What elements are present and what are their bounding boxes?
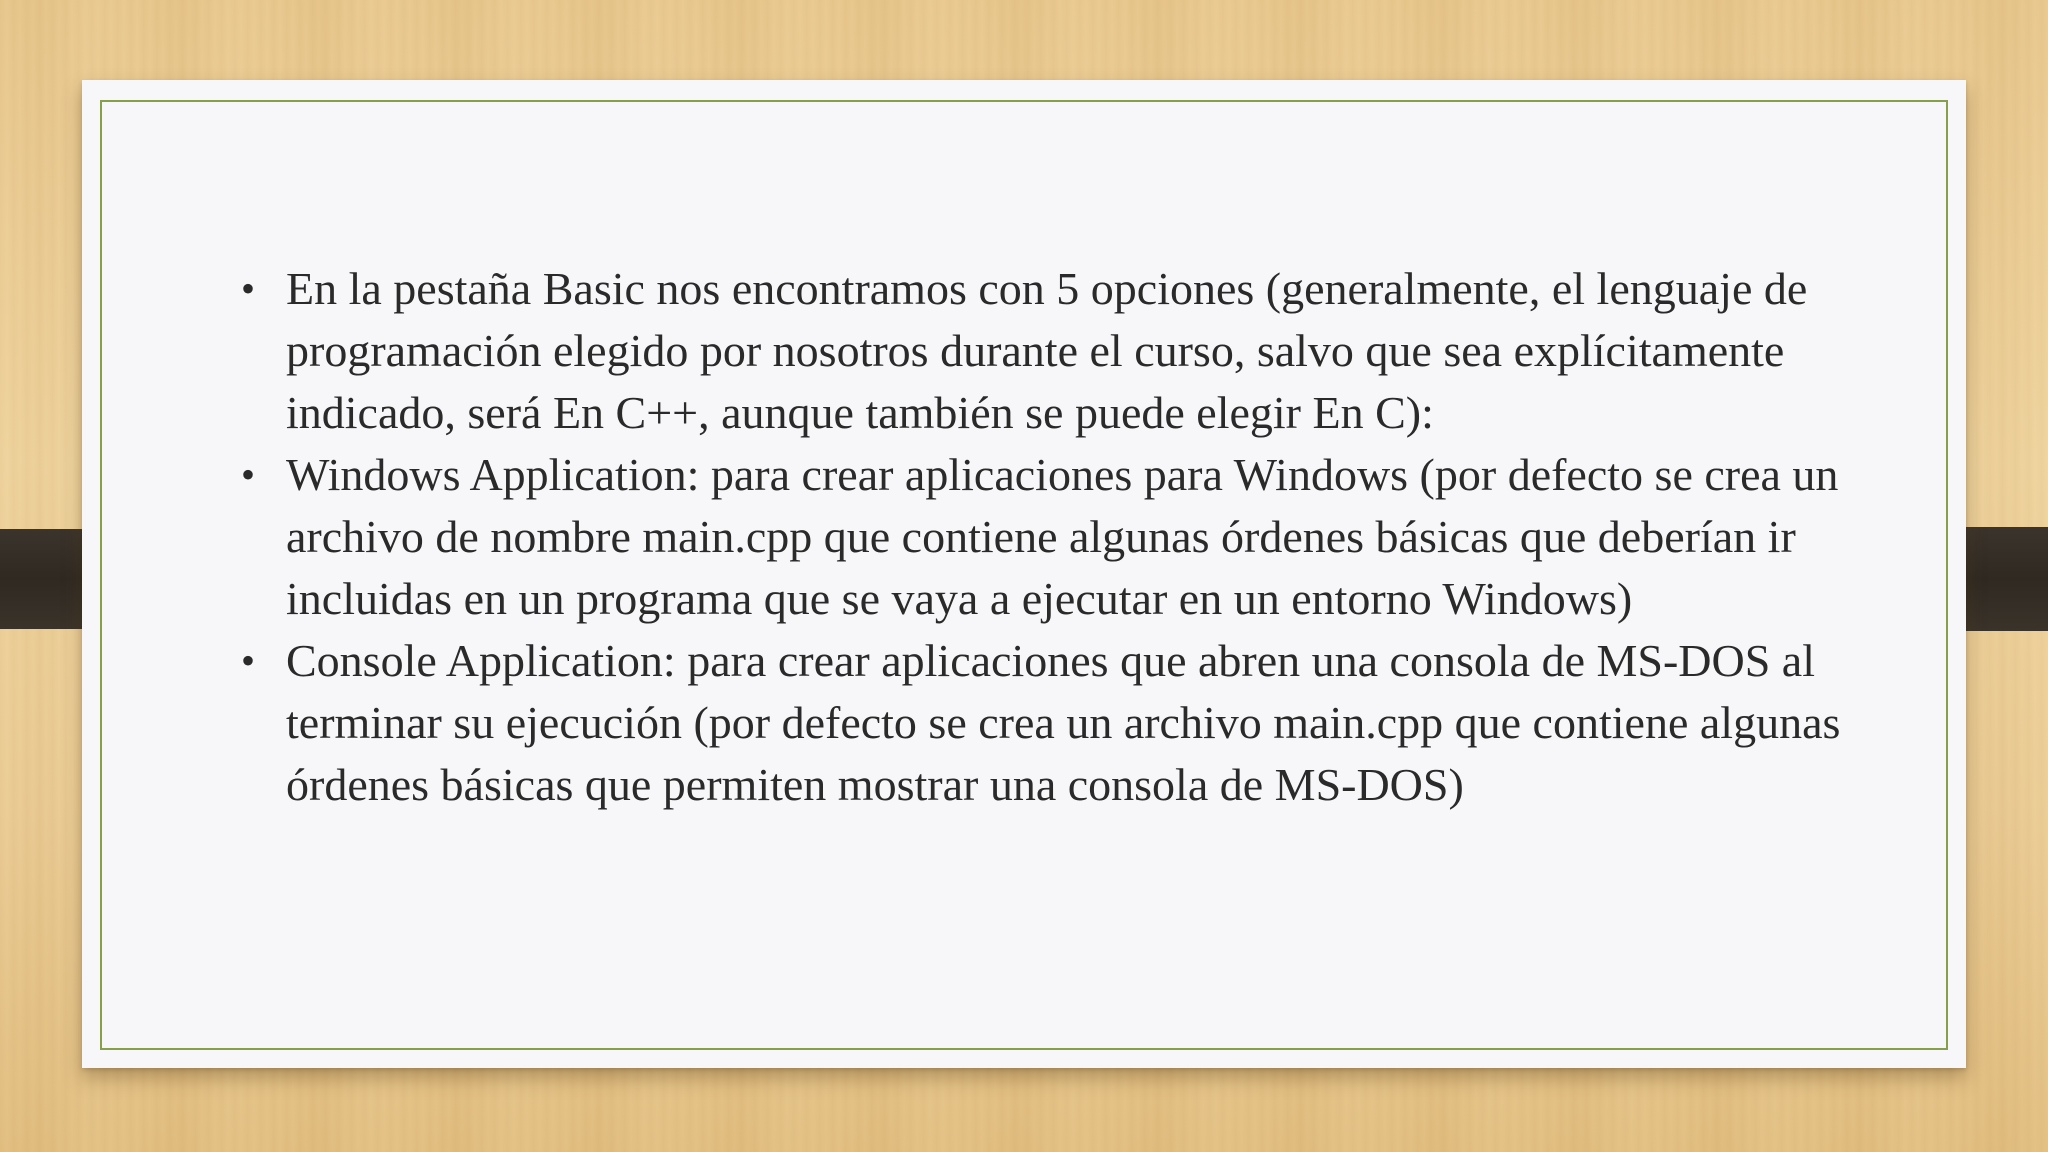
bullet-text: En la pestaña Basic nos encontramos con 5 opciones (generalmente, el lenguaje de programación elegido por nosotros durante el curso, salvo que sea explícitamente indicado, será En C++, aunque también se puede elegir En C): [286, 263, 1808, 438]
bullet-item-console-application [232, 630, 1952, 816]
bullet-marker: • [241, 452, 256, 497]
slide-content [232, 258, 1952, 816]
bullet-text: Console Application: para crear aplicaciones que abren una consola de MS-DOS al terminar su ejecución (por defecto se crea un archivo main.cpp que contiene algunas órdenes básicas que permiten mostrar una consola de MS-DOS) [286, 635, 1841, 810]
slide-card [82, 80, 1966, 1068]
bullet-marker: • [241, 266, 256, 311]
bullet-item-windows-application [232, 444, 1952, 630]
bullet-marker: • [241, 638, 256, 683]
bullet-text: Windows Application: para crear aplicaciones para Windows (por defecto se crea un archivo de nombre main.cpp que contiene algunas órdenes básicas que deberían ir incluidas en un programa que se vaya a ejecutar en un entorno Windows) [286, 449, 1839, 624]
bullet-item-basic-tab [232, 258, 1952, 444]
bullet-list [232, 258, 1952, 816]
